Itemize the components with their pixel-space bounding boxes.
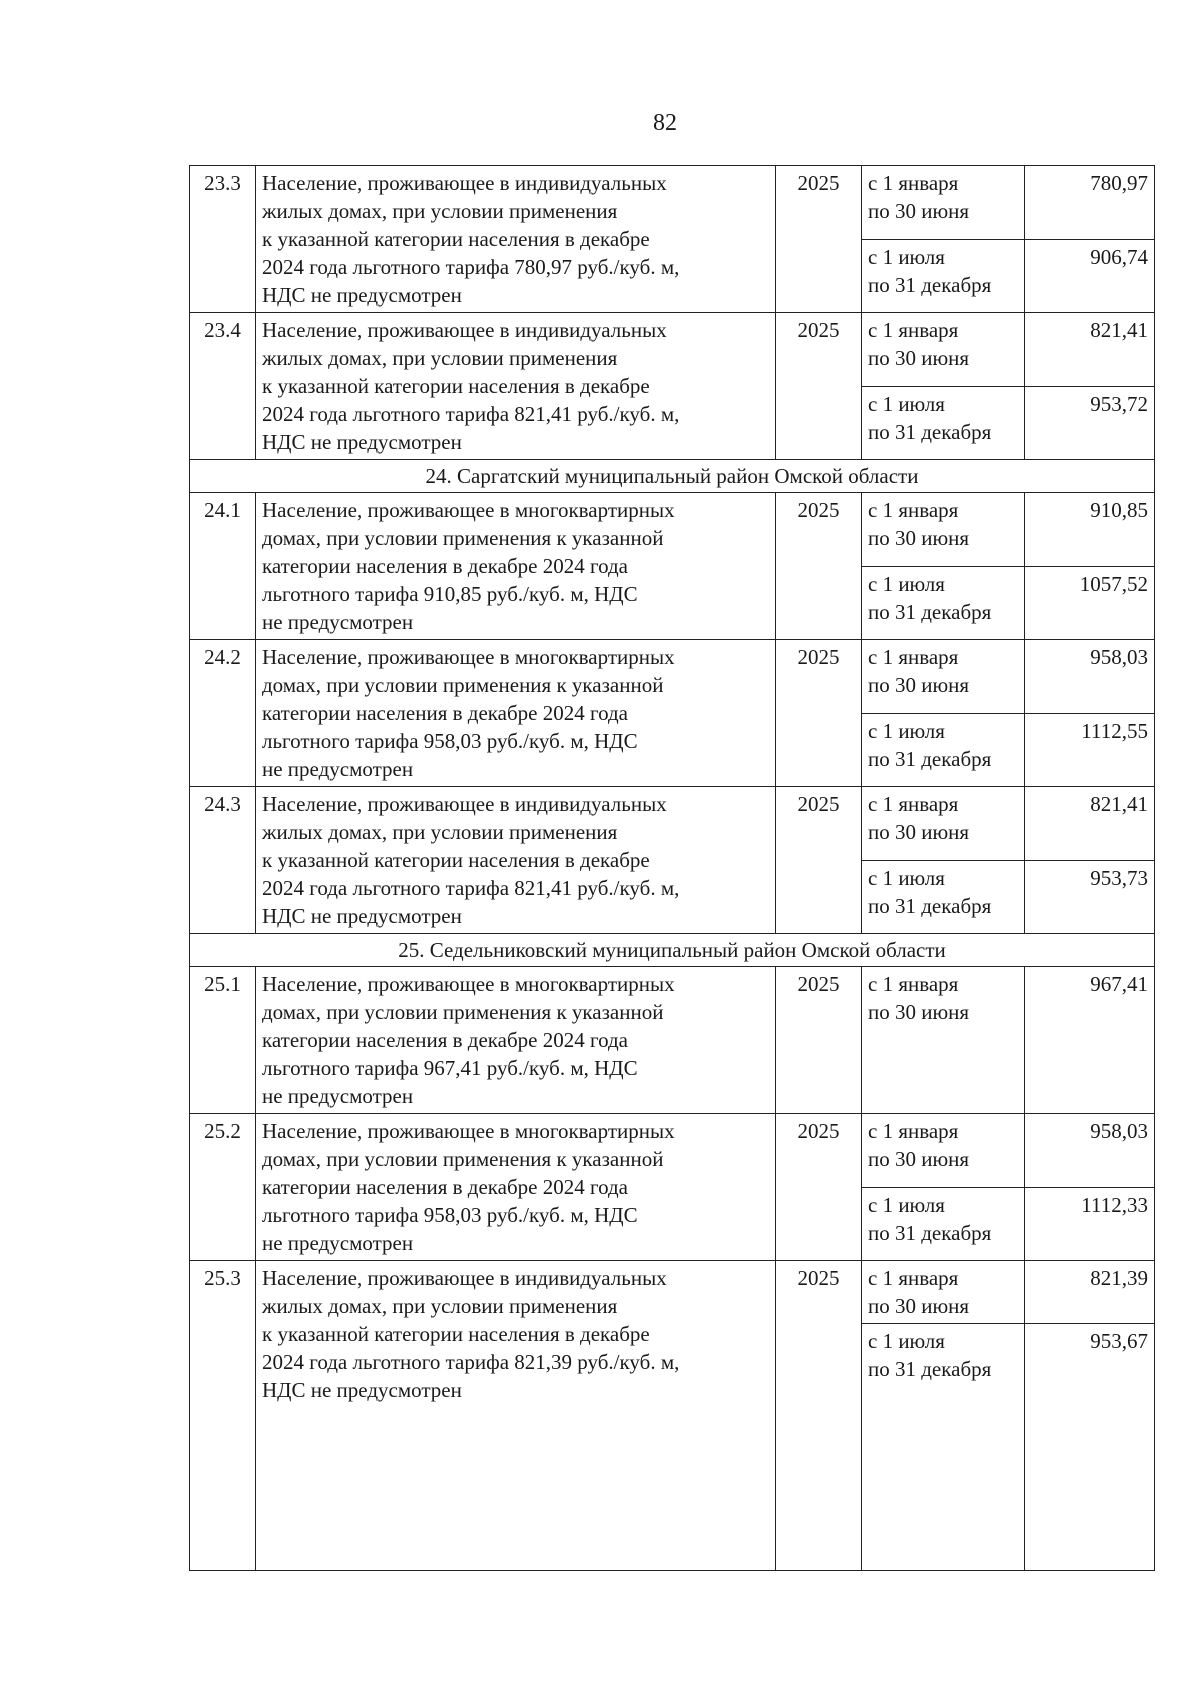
tariff-value: 910,85 [1025, 493, 1155, 567]
period-first-half: с 1 января по 30 июня [862, 313, 1025, 387]
tariff-value: 821,39 [1025, 1261, 1155, 1324]
row-year: 2025 [776, 493, 862, 640]
row-year: 2025 [776, 1114, 862, 1261]
table-row [190, 1114, 1155, 1188]
row-year: 2025 [776, 1261, 862, 1571]
row-number: 25.1 [190, 967, 256, 1114]
row-number: 23.4 [190, 313, 256, 460]
tariff-value: 1112,55 [1025, 713, 1155, 787]
row-description: Население, проживающее в многоквартирных домах, при условии применения к указанной категории населения в декабре 2024 года льготного тарифа 910,85 руб./куб. м, НДС не предусмотрен [256, 493, 776, 640]
period-second-half: с 1 июля по 31 декабря [862, 713, 1025, 787]
row-year: 2025 [776, 640, 862, 787]
period-second-half: с 1 июля по 31 декабря [862, 1187, 1025, 1261]
table-row [190, 1261, 1155, 1324]
tariff-value: 1057,52 [1025, 566, 1155, 640]
period-first-half: с 1 января по 30 июня [862, 166, 1025, 240]
section-header-row [190, 460, 1155, 493]
tariff-value: 953,73 [1025, 860, 1155, 934]
table-row [190, 640, 1155, 714]
period-second-half: с 1 июля по 31 декабря [862, 386, 1025, 460]
tariff-value: 1112,33 [1025, 1187, 1155, 1261]
row-number: 25.3 [190, 1261, 256, 1571]
section-title: 25. Седельниковский муниципальный район Омской области [190, 934, 1155, 967]
section-title: 24. Саргатский муниципальный район Омской области [190, 460, 1155, 493]
period-second-half: с 1 июля по 31 декабря [862, 566, 1025, 640]
tariff-value: 906,74 [1025, 239, 1155, 313]
period-first-half: с 1 января по 30 июня [862, 967, 1025, 1114]
period-first-half: с 1 января по 30 июня [862, 640, 1025, 714]
tariff-value: 953,67 [1025, 1324, 1155, 1571]
row-description: Население, проживающее в многоквартирных домах, при условии применения к указанной категории населения в декабре 2024 года льготного тарифа 958,03 руб./куб. м, НДС не предусмотрен [256, 1114, 776, 1261]
period-first-half: с 1 января по 30 июня [862, 1114, 1025, 1188]
tariff-value: 958,03 [1025, 1114, 1155, 1188]
table-row [190, 967, 1155, 1114]
row-number: 24.3 [190, 787, 256, 934]
row-description: Население, проживающее в индивидуальных жилых домах, при условии применения к указанной категории населения в декабре 2024 года льготного тарифа 780,97 руб./куб. м, НДС не предусмотрен [256, 166, 776, 313]
page-number: 82 [653, 110, 677, 136]
row-year: 2025 [776, 166, 862, 313]
row-number: 24.2 [190, 640, 256, 787]
row-number: 23.3 [190, 166, 256, 313]
period-first-half: с 1 января по 30 июня [862, 787, 1025, 861]
table-row [190, 166, 1155, 240]
period-second-half: с 1 июля по 31 декабря [862, 239, 1025, 313]
period-second-half: с 1 июля по 31 декабря [862, 1324, 1025, 1571]
row-number: 24.1 [190, 493, 256, 640]
row-description: Население, проживающее в индивидуальных жилых домах, при условии применения к указанной категории населения в декабре 2024 года льготного тарифа 821,39 руб./куб. м, НДС не предусмотрен [256, 1261, 776, 1571]
tariff-value: 821,41 [1025, 313, 1155, 387]
period-first-half: с 1 января по 30 июня [862, 1261, 1025, 1324]
section-header-row [190, 934, 1155, 967]
row-number: 25.2 [190, 1114, 256, 1261]
table-row [190, 313, 1155, 387]
period-first-half: с 1 января по 30 июня [862, 493, 1025, 567]
table-row [190, 787, 1155, 861]
row-description: Население, проживающее в многоквартирных домах, при условии применения к указанной категории населения в декабре 2024 года льготного тарифа 958,03 руб./куб. м, НДС не предусмотрен [256, 640, 776, 787]
row-year: 2025 [776, 787, 862, 934]
row-year: 2025 [776, 967, 862, 1114]
table-row [190, 493, 1155, 567]
tariff-value: 958,03 [1025, 640, 1155, 714]
tariff-value: 780,97 [1025, 166, 1155, 240]
tariff-value: 953,72 [1025, 386, 1155, 460]
row-description: Население, проживающее в индивидуальных жилых домах, при условии применения к указанной категории населения в декабре 2024 года льготного тарифа 821,41 руб./куб. м, НДС не предусмотрен [256, 313, 776, 460]
row-year: 2025 [776, 313, 862, 460]
period-second-half: с 1 июля по 31 декабря [862, 860, 1025, 934]
tariff-table [189, 165, 1155, 1571]
tariff-value: 967,41 [1025, 967, 1155, 1114]
tariff-value: 821,41 [1025, 787, 1155, 861]
row-description: Население, проживающее в многоквартирных домах, при условии применения к указанной категории населения в декабре 2024 года льготного тарифа 967,41 руб./куб. м, НДС не предусмотрен [256, 967, 776, 1114]
row-description: Население, проживающее в индивидуальных жилых домах, при условии применения к указанной категории населения в декабре 2024 года льготного тарифа 821,41 руб./куб. м, НДС не предусмотрен [256, 787, 776, 934]
